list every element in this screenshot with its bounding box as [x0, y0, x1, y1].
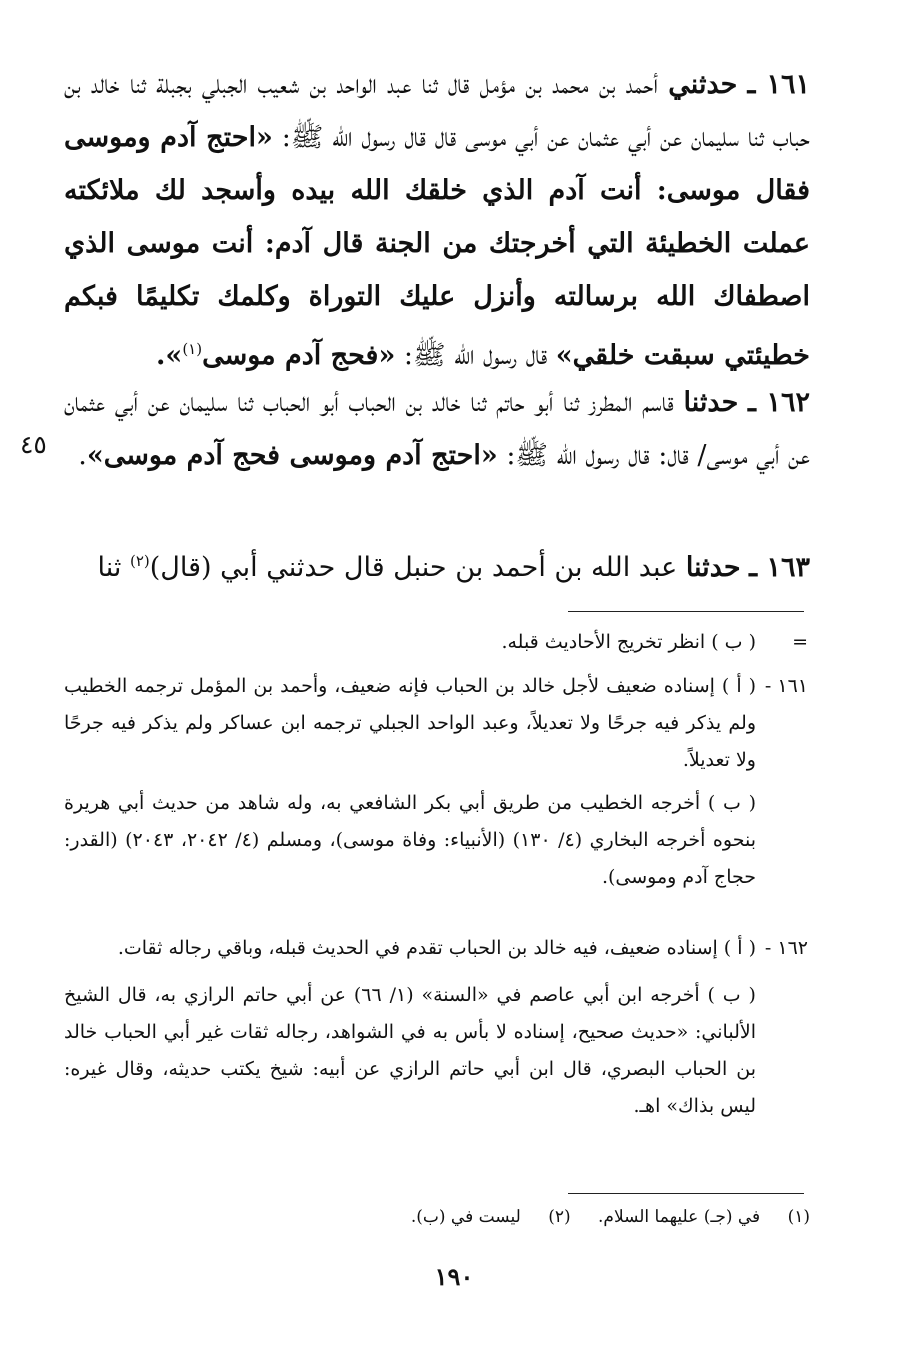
- note-text: ليست في (ب).: [410, 1207, 521, 1227]
- page-number: ١٩٠: [434, 1262, 474, 1291]
- hadith-162: [64, 376, 810, 482]
- hadith-number: ١٦١ ـ: [747, 69, 811, 100]
- quote-close: ».: [156, 340, 183, 371]
- note-text: في (جـ) عليهما السلام.: [598, 1207, 761, 1227]
- continuation-mark: =: [792, 631, 808, 653]
- footnote-label: ١٦١ -: [764, 675, 808, 697]
- hadith-lead-word: حدثنا: [683, 387, 739, 418]
- footnote-161: [64, 668, 808, 896]
- hadith-161: [64, 58, 810, 382]
- hadith-lead-word: حدثنا: [685, 552, 741, 583]
- matn-quote: «احتج آدم وموسى فحج آدم موسى»: [86, 440, 498, 471]
- matn-quote: «فحج آدم موسى: [202, 340, 396, 371]
- variant-notes: [340, 1204, 810, 1230]
- quote-close: .: [78, 440, 87, 471]
- footnote-text: ( ب ) أخرجه الخطيب من طريق أبي بكر الشافعي به، وله شاهد من حديث أبي هريرة بنحوه أخرجه البخاري (٤/ ١٣٠) (الأنبياء: وفاة موسى)، ومسلم (٤/ ٢٠٤٢، ٢٠٤٣) (القدر: حجاج آدم وموسى).: [64, 792, 756, 888]
- footnote-text: ( ب ) أخرجه ابن أبي عاصم في «السنة» (١/ ٦٦) عن أبي حاتم الرازي به، قال الشيخ الألباني: «حديث صحيح، إسناده لا بأس به في الشواهد، رجاله ثقات غير أبي الحباب خالد بن الحباب البصري، قال ابن أبي حاتم الرازي عن أبيه: شيخ يكتب حديثه، وقال غيره: ليس بذاك» اهـ.: [64, 984, 756, 1117]
- isnad-text: أحمد بن محمد بن مؤمل قال ثنا عبد الواحد بن شعيب الجبلي بجبلة ثنا خالد بن حباب ثنا سليمان عن أبي عثمان عن أبي موسى قال قال رسول الله ﷺ:: [64, 69, 810, 153]
- notes-separator: [568, 1193, 804, 1194]
- margin-page-marker: ٤٥: [20, 430, 47, 459]
- isnad-text: عبد الله بن أحمد بن حنبل قال حدثني أبي (قال): [149, 552, 678, 583]
- hadith-163: [64, 535, 810, 594]
- matn-quote: «احتج آدم وموسى فقال موسى: أنت آدم الذي خلقك الله بيده وأسجد لك ملائكته عملت الخطيئة التي أخرجتك من الجنة قال آدم: أنت موسى الذي اصطفاك الله برسالته وأنزل عليك التوراة وكلمك تكليمًا فبكم خطيئتي سبقت خلقي»: [64, 122, 810, 371]
- footnote-162: [64, 930, 808, 1125]
- isnad-text: ثنا: [97, 552, 122, 583]
- hadith-number: ١٦٢ ـ: [748, 387, 810, 418]
- footnote-text: ( أ ) إسناده ضعيف لأجل خالد بن الحباب فإنه ضعيف، وأحمد بن المؤمل ترجمه الخطيب ولم يذكر فيه جرحًا ولا تعديلاً، وعبد الواحد الجبلي ترجمه ابن عساكر ولم يذكر فيه جرحًا ولا تعديلاً.: [64, 675, 756, 771]
- footnote-text: ( ب ) انظر تخريج الأحاديث قبله.: [501, 631, 756, 653]
- footnote-ref[interactable]: (٢): [129, 552, 150, 570]
- hadith-lead-word: حدثني: [668, 69, 738, 100]
- footnote-continued: [64, 624, 808, 661]
- footnote-ref[interactable]: (١): [182, 340, 203, 358]
- hadith-number: ١٦٣ ـ: [749, 552, 810, 583]
- footnote-label: ١٦٢ -: [764, 937, 808, 959]
- footnote-text: ( أ ) إسناده ضعيف، فيه خالد بن الحباب تقدم في الحديث قبله، وباقي رجاله ثقات.: [117, 937, 756, 959]
- footnote-separator: [568, 611, 804, 612]
- isnad-text: قاسم المطرز ثنا أبو حاتم ثنا خالد بن الحباب أبو الحباب ثنا سليمان عن أبي عثمان عن أبي موسى/ قال: قال رسول الله ﷺ:: [64, 387, 810, 471]
- note-number: (١): [787, 1207, 810, 1227]
- isnad-text: قال رسول الله ﷺ:: [403, 340, 548, 371]
- note-number: (٢): [548, 1207, 571, 1227]
